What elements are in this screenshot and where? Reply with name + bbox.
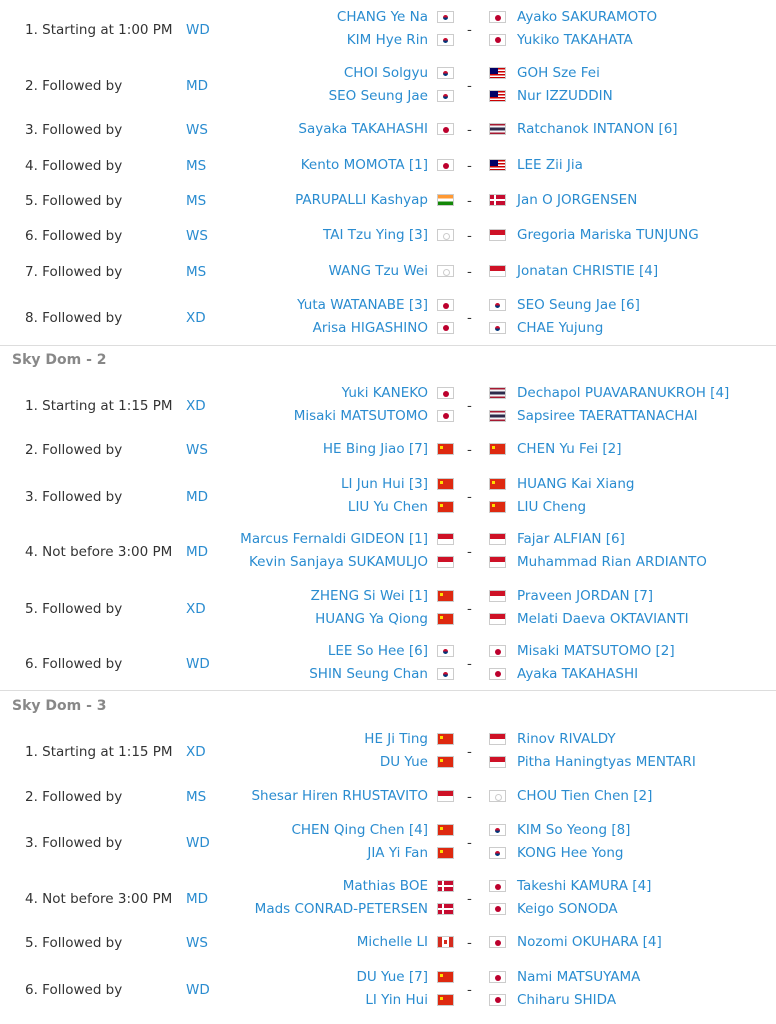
- flag-ind-icon: [437, 194, 454, 206]
- versus-separator: -: [467, 228, 472, 245]
- flag-chn-icon: [437, 613, 454, 625]
- player-name-right[interactable]: GOH Sze Fei: [517, 65, 600, 81]
- flag-mas-icon: [489, 90, 506, 102]
- player-name-left[interactable]: Mathias BOE: [342, 878, 428, 894]
- player-name-right[interactable]: LIU Cheng: [517, 498, 587, 515]
- player-name-right[interactable]: Ratchanok INTANON [6]: [517, 121, 678, 137]
- event-code[interactable]: XD: [186, 309, 206, 326]
- match-order: 4. Not before 3:00 PM: [25, 890, 173, 907]
- match-order: 3. Followed by: [25, 122, 123, 139]
- event-code[interactable]: MD: [186, 543, 209, 560]
- court-heading: Sky Dom - 2: [12, 352, 107, 368]
- player-name-left[interactable]: WANG Tzu Wei: [328, 263, 428, 279]
- flag-jpn-icon: [437, 123, 454, 135]
- match-order: 2. Followed by: [25, 789, 123, 806]
- flag-chn-icon: [489, 478, 506, 490]
- versus-separator: -: [467, 743, 472, 760]
- flag-tpe-icon: [489, 790, 506, 802]
- event-code[interactable]: MS: [186, 193, 207, 210]
- match-order: 5. Followed by: [25, 935, 123, 952]
- flag-tha-icon: [489, 123, 506, 135]
- flag-chn-icon: [489, 501, 506, 513]
- player-name-right[interactable]: HUANG Kai Xiang: [517, 476, 635, 492]
- player-name-right[interactable]: SEO Seung Jae [6]: [517, 297, 640, 313]
- flag-ina-icon: [489, 613, 506, 625]
- flag-chn-icon: [437, 733, 454, 745]
- flag-jpn-icon: [489, 645, 506, 657]
- player-name-right[interactable]: Sapsiree TAERATTANACHAI: [517, 407, 698, 424]
- match-order: 6. Followed by: [25, 981, 123, 998]
- versus-separator: -: [467, 193, 472, 210]
- player-name-left[interactable]: SHIN Seung Chan: [309, 665, 428, 682]
- player-name-left[interactable]: LIU Yu Chen: [347, 498, 428, 515]
- player-name-left[interactable]: Mads CONRAD-PETERSEN: [254, 900, 428, 917]
- flag-ina-icon: [437, 556, 454, 568]
- player-name-right[interactable]: LEE Zii Jia: [517, 157, 583, 173]
- flag-jpn-icon: [437, 322, 454, 334]
- match-order: 2. Followed by: [25, 442, 123, 459]
- versus-separator: -: [467, 264, 472, 281]
- flag-jpn-icon: [489, 34, 506, 46]
- flag-kor-icon: [489, 299, 506, 311]
- flag-tha-icon: [489, 387, 506, 399]
- flag-tpe-icon: [437, 229, 454, 241]
- flag-chn-icon: [437, 756, 454, 768]
- flag-jpn-icon: [437, 159, 454, 171]
- match-order: 2. Followed by: [25, 77, 123, 94]
- player-name-left[interactable]: CHANG Ye Na: [336, 9, 428, 25]
- flag-ina-icon: [489, 533, 506, 545]
- match-order: 4. Not before 3:00 PM: [25, 543, 173, 560]
- player-name-left[interactable]: Yuki KANEKO: [341, 385, 428, 401]
- player-name-left[interactable]: JIA Yi Fan: [367, 844, 428, 861]
- versus-separator: -: [467, 77, 472, 94]
- flag-kor-icon: [489, 847, 506, 859]
- versus-separator: -: [467, 21, 472, 38]
- player-name-right[interactable]: Ayako SAKURAMOTO: [517, 9, 658, 25]
- flag-jpn-icon: [437, 410, 454, 422]
- player-name-right[interactable]: Yukiko TAKAHATA: [517, 31, 633, 48]
- player-name-left[interactable]: HE Bing Jiao [7]: [322, 441, 428, 457]
- match-order: 3. Followed by: [25, 488, 123, 505]
- flag-den-icon: [437, 903, 454, 915]
- flag-chn-icon: [437, 847, 454, 859]
- flag-kor-icon: [437, 645, 454, 657]
- player-name-left[interactable]: HUANG Ya Qiong: [315, 610, 428, 627]
- versus-separator: -: [467, 442, 472, 459]
- flag-kor-icon: [437, 11, 454, 23]
- player-name-right[interactable]: KONG Hee Yong: [517, 844, 624, 861]
- flag-jpn-icon: [437, 387, 454, 399]
- versus-separator: -: [467, 935, 472, 952]
- match-order: 8. Followed by: [25, 309, 123, 326]
- event-code[interactable]: WD: [186, 655, 210, 672]
- versus-separator: -: [467, 122, 472, 139]
- flag-ina-icon: [437, 790, 454, 802]
- player-name-right[interactable]: Jan O JORGENSEN: [517, 192, 638, 208]
- versus-separator: -: [467, 981, 472, 998]
- flag-ina-icon: [489, 556, 506, 568]
- versus-separator: -: [467, 397, 472, 414]
- match-order: 1. Starting at 1:00 PM: [25, 21, 173, 38]
- player-name-right[interactable]: Chiharu SHIDA: [517, 991, 617, 1008]
- flag-ina-icon: [489, 229, 506, 241]
- player-name-right[interactable]: Muhammad Rian ARDIANTO: [517, 553, 707, 570]
- event-code[interactable]: XD: [186, 600, 206, 617]
- flag-chn-icon: [437, 824, 454, 836]
- versus-separator: -: [467, 655, 472, 672]
- player-name-right[interactable]: Nur IZZUDDIN: [517, 87, 613, 104]
- match-order: 5. Followed by: [25, 193, 123, 210]
- event-code[interactable]: MD: [186, 890, 209, 907]
- player-name-left[interactable]: DU Yue [7]: [356, 969, 428, 985]
- versus-separator: -: [467, 890, 472, 907]
- flag-can-icon: [437, 936, 454, 948]
- flag-chn-icon: [437, 501, 454, 513]
- event-code[interactable]: WD: [186, 834, 210, 851]
- match-order: 5. Followed by: [25, 600, 123, 617]
- player-name-left[interactable]: ZHENG Si Wei [1]: [310, 588, 428, 604]
- match-order: 6. Followed by: [25, 655, 123, 672]
- flag-chn-icon: [437, 994, 454, 1006]
- player-name-right[interactable]: Nami MATSUYAMA: [517, 969, 641, 985]
- flag-den-icon: [437, 880, 454, 892]
- flag-jpn-icon: [437, 299, 454, 311]
- flag-kor-icon: [437, 90, 454, 102]
- player-name-left[interactable]: Yuta WATANABE [3]: [297, 297, 428, 313]
- flag-jpn-icon: [489, 11, 506, 23]
- player-name-left[interactable]: Kevin Sanjaya SUKAMULJO: [248, 553, 428, 570]
- event-code[interactable]: WD: [186, 21, 210, 38]
- flag-jpn-icon: [489, 994, 506, 1006]
- player-name-right[interactable]: CHAE Yujung: [517, 319, 604, 336]
- flag-jpn-icon: [489, 668, 506, 680]
- event-code[interactable]: WS: [186, 122, 208, 139]
- player-name-left[interactable]: CHOI Solgyu: [343, 65, 428, 81]
- player-name-right[interactable]: Gregoria Mariska TUNJUNG: [517, 227, 699, 243]
- player-name-left[interactable]: DU Yue: [379, 753, 428, 770]
- section-divider: [0, 690, 776, 691]
- flag-chn-icon: [437, 478, 454, 490]
- player-name-left[interactable]: Kento MOMOTA [1]: [300, 157, 428, 173]
- event-code[interactable]: MS: [186, 789, 207, 806]
- flag-chn-icon: [489, 443, 506, 455]
- flag-tpe-icon: [437, 265, 454, 277]
- flag-chn-icon: [437, 590, 454, 602]
- player-name-left[interactable]: LI Jun Hui [3]: [340, 476, 428, 492]
- flag-ina-icon: [489, 590, 506, 602]
- flag-den-icon: [489, 194, 506, 206]
- versus-separator: -: [467, 600, 472, 617]
- versus-separator: -: [467, 488, 472, 505]
- versus-separator: -: [467, 834, 472, 851]
- versus-separator: -: [467, 543, 472, 560]
- player-name-right[interactable]: KIM So Yeong [8]: [517, 822, 631, 838]
- event-code[interactable]: XD: [186, 397, 206, 414]
- player-name-left[interactable]: TAI Tzu Ying [3]: [323, 227, 428, 243]
- player-name-right[interactable]: Jonatan CHRISTIE [4]: [517, 263, 659, 279]
- flag-mas-icon: [489, 67, 506, 79]
- player-name-right[interactable]: CHEN Yu Fei [2]: [517, 441, 622, 457]
- flag-kor-icon: [437, 668, 454, 680]
- event-code[interactable]: MD: [186, 488, 209, 505]
- flag-ina-icon: [489, 265, 506, 277]
- flag-kor-icon: [489, 824, 506, 836]
- court-heading: Sky Dom - 3: [12, 698, 107, 714]
- player-name-left[interactable]: Sayaka TAKAHASHI: [298, 121, 428, 137]
- versus-separator: -: [467, 789, 472, 806]
- event-code[interactable]: XD: [186, 743, 206, 760]
- match-order: 7. Followed by: [25, 264, 123, 281]
- flag-ina-icon: [489, 756, 506, 768]
- flag-jpn-icon: [489, 880, 506, 892]
- player-name-right[interactable]: Praveen JORDAN [7]: [517, 588, 654, 604]
- player-name-right[interactable]: CHOU Tien Chen [2]: [517, 788, 653, 804]
- flag-kor-icon: [437, 67, 454, 79]
- player-name-left[interactable]: Shesar Hiren RHUSTAVITO: [251, 788, 428, 804]
- match-order: 6. Followed by: [25, 228, 123, 245]
- player-name-left[interactable]: Arisa HIGASHINO: [312, 319, 428, 336]
- match-order: 4. Followed by: [25, 158, 123, 175]
- match-order: 3. Followed by: [25, 834, 123, 851]
- player-name-right[interactable]: Dechapol PUAVARANUKROH [4]: [517, 385, 730, 401]
- player-name-left[interactable]: PARUPALLI Kashyap: [295, 192, 428, 208]
- player-name-left[interactable]: LEE So Hee [6]: [327, 643, 428, 659]
- flag-jpn-icon: [489, 903, 506, 915]
- event-code[interactable]: MS: [186, 158, 207, 175]
- versus-separator: -: [467, 158, 472, 175]
- player-name-left[interactable]: HE Ji Ting: [364, 731, 428, 747]
- event-code[interactable]: MS: [186, 264, 207, 281]
- player-name-right[interactable]: Nozomi OKUHARA [4]: [517, 934, 662, 950]
- flag-jpn-icon: [489, 936, 506, 948]
- match-order: 1. Starting at 1:15 PM: [25, 397, 173, 414]
- flag-jpn-icon: [489, 971, 506, 983]
- flag-ina-icon: [489, 733, 506, 745]
- player-name-left[interactable]: Marcus Fernaldi GIDEON [1]: [240, 531, 428, 547]
- player-name-left[interactable]: CHEN Qing Chen [4]: [291, 822, 428, 838]
- versus-separator: -: [467, 309, 472, 326]
- flag-tha-icon: [489, 410, 506, 422]
- flag-ina-icon: [437, 533, 454, 545]
- player-name-right[interactable]: Takeshi KAMURA [4]: [517, 878, 652, 894]
- event-code[interactable]: WS: [186, 935, 208, 952]
- match-order: 1. Starting at 1:15 PM: [25, 743, 173, 760]
- flag-chn-icon: [437, 443, 454, 455]
- event-code[interactable]: WD: [186, 981, 210, 998]
- player-name-left[interactable]: LI Yin Hui: [365, 991, 428, 1008]
- flag-kor-icon: [489, 322, 506, 334]
- event-code[interactable]: WS: [186, 442, 208, 459]
- flag-kor-icon: [437, 34, 454, 46]
- player-name-right[interactable]: Ayaka TAKAHASHI: [517, 665, 639, 682]
- player-name-right[interactable]: Fajar ALFIAN [6]: [517, 531, 625, 547]
- player-name-right[interactable]: Melati Daeva OKTAVIANTI: [517, 610, 689, 627]
- flag-mas-icon: [489, 159, 506, 171]
- player-name-right[interactable]: Rinov RIVALDY: [517, 731, 616, 747]
- event-code[interactable]: WS: [186, 228, 208, 245]
- section-divider: [0, 345, 776, 346]
- player-name-left[interactable]: KIM Hye Rin: [346, 31, 428, 48]
- player-name-right[interactable]: Pitha Haningtyas MENTARI: [517, 753, 696, 770]
- player-name-left[interactable]: Misaki MATSUTOMO: [293, 407, 428, 424]
- player-name-left[interactable]: SEO Seung Jae: [328, 87, 428, 104]
- player-name-right[interactable]: Keigo SONODA: [517, 900, 618, 917]
- player-name-left[interactable]: Michelle LI: [356, 934, 428, 950]
- flag-chn-icon: [437, 971, 454, 983]
- event-code[interactable]: MD: [186, 77, 209, 94]
- player-name-right[interactable]: Misaki MATSUTOMO [2]: [517, 643, 675, 659]
